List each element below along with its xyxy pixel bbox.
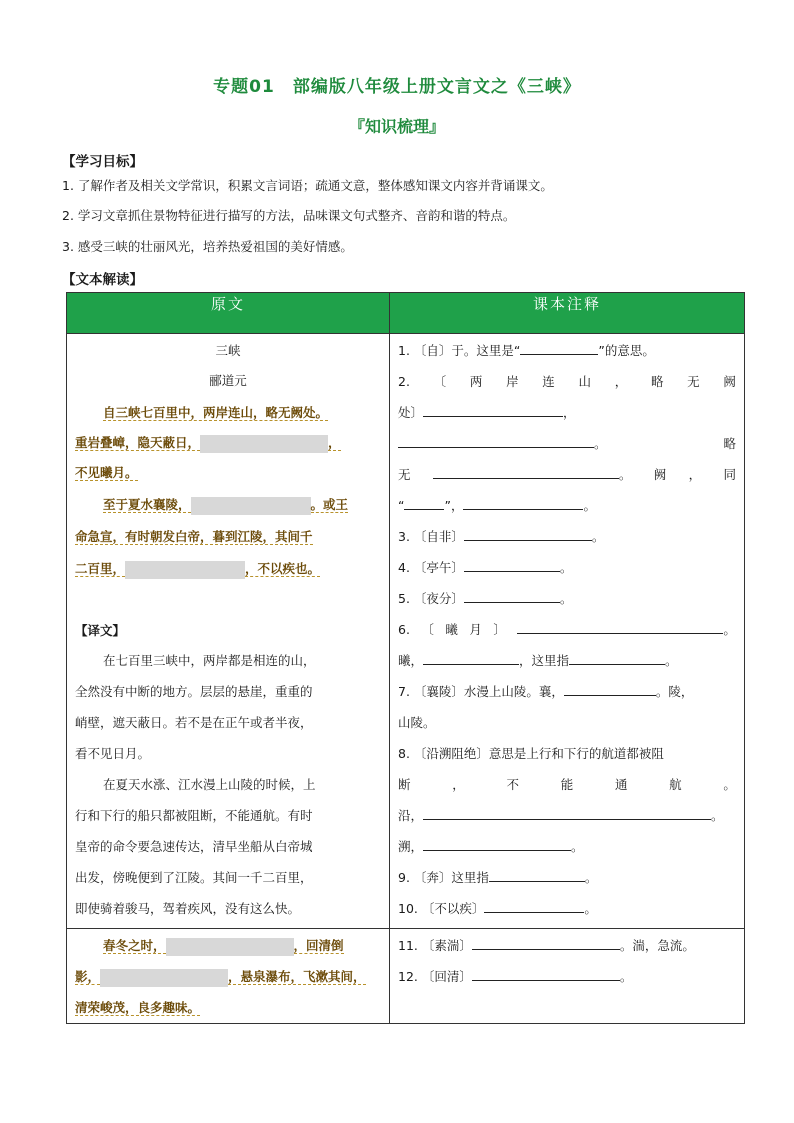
original-text: 清荣峻茂，良多趣味。: [75, 1000, 201, 1015]
note-text: 能: [560, 777, 574, 792]
note-text: 曦，: [398, 653, 424, 668]
answer-line[interactable]: [464, 588, 560, 603]
note-12: [398, 966, 736, 988]
translation-line: 峭壁，遮天蔽日。若不是在正午或者半夜，: [75, 715, 313, 730]
header-notes: 课本注释: [390, 293, 745, 334]
original-line: [75, 402, 381, 424]
note-text: 阙: [723, 374, 736, 389]
note-8-line3: [398, 805, 736, 827]
note-text: 〔: [421, 622, 434, 637]
answer-line[interactable]: [404, 495, 444, 510]
note-text: 。: [618, 467, 632, 482]
answer-line[interactable]: [433, 464, 619, 479]
note-text: 山: [578, 374, 592, 389]
note-text: 略: [723, 436, 736, 451]
note-7-line2: 山陵。: [398, 715, 436, 730]
poem-title: 三峡: [215, 343, 241, 358]
section-subtitle: 『知识梳理』: [348, 117, 445, 136]
answer-line[interactable]: [423, 402, 563, 417]
original-line: [75, 526, 381, 548]
translation-line: 在夏天水涨、江水漫上山陵的时候，上: [103, 777, 316, 792]
note-text: 5. 〔夜分〕: [398, 591, 464, 606]
note-text: 。湍，急流。: [619, 938, 695, 953]
answer-line[interactable]: [484, 898, 584, 913]
original-text: 影，: [75, 969, 101, 984]
note-5: [398, 588, 736, 610]
original-text: ，悬泉瀑布，飞漱其间，: [228, 969, 366, 984]
original-cell-2: [67, 929, 390, 1024]
note-text: 。: [711, 808, 724, 823]
note-text: 。: [619, 969, 633, 984]
answer-line[interactable]: [423, 650, 519, 665]
answer-line[interactable]: [464, 526, 592, 541]
original-text: 至于夏水襄陵，: [103, 497, 191, 512]
reading-table: [66, 292, 745, 1024]
translation-line: 看不见日月。: [75, 746, 151, 761]
note-2-line1: [398, 371, 736, 393]
original-line: [75, 935, 381, 957]
note-text: 3. 〔自非〕: [398, 529, 464, 544]
note-text: 。: [584, 870, 598, 885]
notes-cell: [390, 334, 745, 929]
note-6-line2: [398, 650, 736, 672]
translation-line: 行和下行的船只都被阻断，不能通航。有时: [75, 808, 313, 823]
note-text: 。陵，: [655, 684, 694, 699]
original-text: 春冬之时，: [103, 938, 166, 953]
note-text: 2.: [398, 374, 410, 389]
note-text: 。: [594, 436, 607, 451]
original-line: [75, 997, 381, 1019]
note-text: 12. 〔回清〕: [398, 969, 472, 984]
note-text: 。: [571, 839, 584, 854]
original-line: [75, 558, 381, 580]
note-9: [398, 867, 736, 889]
goal-item-3: 3. 感受三峡的壮丽风光，培养热爱祖国的美好情感。: [62, 239, 353, 254]
goal-item-1: 1. 了解作者及相关文学常识，积累文言词语；疏通文意，整体感知课文内容并背诵课文。: [62, 178, 553, 193]
answer-line[interactable]: [464, 557, 560, 572]
original-text: 重岩叠嶂，隐天蔽日，: [75, 435, 201, 450]
note-8-line1: 8. 〔沿溯阻绝〕意思是上行和下行的航道都被阻: [398, 746, 664, 761]
notes-cell-2: [390, 929, 745, 1024]
original-text: 。或王: [310, 497, 349, 512]
header-original: 原文: [67, 293, 390, 334]
note-text: 10. 〔不以疾〕: [398, 901, 485, 916]
note-text: 略: [650, 374, 664, 389]
note-text: 曦: [445, 622, 458, 637]
note-text: 断: [398, 777, 411, 792]
note-text: 无: [687, 374, 700, 389]
answer-line[interactable]: [564, 681, 656, 696]
original-line: [75, 462, 381, 484]
note-text: 1. 〔自〕于。这里是“: [398, 343, 521, 358]
poem-author: 郦道元: [209, 373, 247, 388]
note-text: ”，: [444, 498, 464, 513]
original-text: ，不以疾也。: [245, 561, 321, 576]
original-line: [75, 432, 381, 454]
note-text: “: [398, 498, 405, 513]
note-text: 。: [559, 560, 573, 575]
fill-blank[interactable]: [200, 435, 328, 453]
answer-line[interactable]: [489, 867, 585, 882]
goal-item-2: 2. 学习文章抓住景物特征进行描写的方法，品味课文句式整齐、音韵和谐的特点。: [62, 208, 516, 223]
note-1: [398, 340, 736, 362]
note-text: 航: [669, 777, 682, 792]
note-text: 岸: [506, 374, 519, 389]
translation-line: 在七百里三峡中，两岸都是相连的山，: [103, 653, 316, 668]
original-text: 自三峡七百里中，两岸连山，略无阙处。: [103, 405, 329, 420]
note-text: 〕: [493, 622, 506, 637]
page-title: 专题01 部编版八年级上册文言文之《三峡》: [213, 77, 581, 97]
answer-line[interactable]: [520, 340, 598, 355]
note-11: [398, 935, 736, 957]
fill-blank[interactable]: [166, 938, 294, 956]
note-text: 同: [723, 467, 736, 482]
note-text: ”的意思。: [598, 343, 655, 358]
fill-blank[interactable]: [125, 561, 245, 579]
note-text: 。: [723, 777, 736, 792]
note-2-line2: [398, 402, 736, 424]
note-text: 7. 〔襄陵〕水漫上山陵。襄，: [398, 684, 564, 699]
note-text: 溯，: [398, 839, 424, 854]
original-text: 二百里，: [75, 561, 126, 576]
original-line: [75, 966, 381, 988]
original-line: [75, 494, 381, 516]
note-text: ，: [563, 405, 576, 420]
note-2-line5: [398, 495, 736, 517]
note-text: 9. 〔奔〕这里指: [398, 870, 489, 885]
fill-blank[interactable]: [191, 497, 311, 515]
note-8-line2: [398, 774, 736, 796]
note-2-line4: [398, 464, 736, 486]
fill-blank[interactable]: [100, 969, 228, 987]
answer-line[interactable]: [423, 805, 711, 820]
note-text: 6.: [398, 622, 410, 637]
answer-line[interactable]: [472, 966, 620, 981]
note-text: 通: [614, 777, 628, 792]
note-text: 两: [469, 374, 483, 389]
note-text: 阙: [653, 467, 667, 482]
note-10: [398, 898, 736, 920]
translation-line: 皇帝的命令要急速传达，清早坐船从白帝城: [75, 839, 313, 854]
note-text: 。: [559, 591, 573, 606]
translation-heading: 【译文】: [75, 623, 126, 638]
note-text: 无: [398, 467, 411, 482]
note-text: 沿，: [398, 808, 424, 823]
note-text: ，: [614, 374, 628, 389]
translation-line: 全然没有中断的地方。层层的悬崖，重重的: [75, 684, 313, 699]
note-8-line4: [398, 836, 736, 858]
translation-line: 出发，傍晚便到了江陵。其间一千二百里，: [75, 870, 313, 885]
note-text: 连: [542, 374, 555, 389]
note-7-line1: [398, 681, 736, 703]
note-text: 。: [583, 498, 596, 513]
note-text: 4. 〔亭午〕: [398, 560, 464, 575]
note-3: [398, 526, 736, 548]
note-6-line1: [398, 619, 736, 641]
answer-line[interactable]: [398, 433, 594, 448]
note-text: 11. 〔素湍〕: [398, 938, 472, 953]
answer-line[interactable]: [463, 495, 583, 510]
note-text: 不: [506, 777, 519, 792]
original-text: 命急宣，有时朝发白帝，暮到江陵，其间千: [75, 529, 313, 544]
translation-line: 即使骑着骏马，驾着疾风，没有这么快。: [75, 901, 301, 916]
note-text: 。: [723, 622, 736, 637]
answer-line[interactable]: [472, 935, 620, 950]
note-text: 。: [584, 901, 597, 916]
note-text: 处〕: [398, 405, 424, 420]
note-text: 。: [591, 529, 605, 544]
goals-heading: 【学习目标】: [62, 154, 143, 170]
original-text: 不见曦月。: [75, 465, 138, 480]
note-4: [398, 557, 736, 579]
original-cell: [67, 334, 390, 929]
note-text: ，: [688, 467, 702, 482]
note-text: 月: [469, 622, 482, 637]
note-text: ，: [452, 777, 465, 792]
original-text: ，回清倒: [293, 938, 344, 953]
answer-line[interactable]: [569, 650, 665, 665]
note-text: 。: [665, 653, 678, 668]
text-reading-heading: 【文本解读】: [62, 272, 143, 288]
note-text: ，这里指: [519, 653, 570, 668]
original-text: ，: [328, 435, 341, 450]
note-2-line3: [398, 433, 736, 455]
answer-line[interactable]: [423, 836, 571, 851]
answer-line[interactable]: [517, 619, 723, 634]
note-text: 〔: [433, 374, 447, 389]
